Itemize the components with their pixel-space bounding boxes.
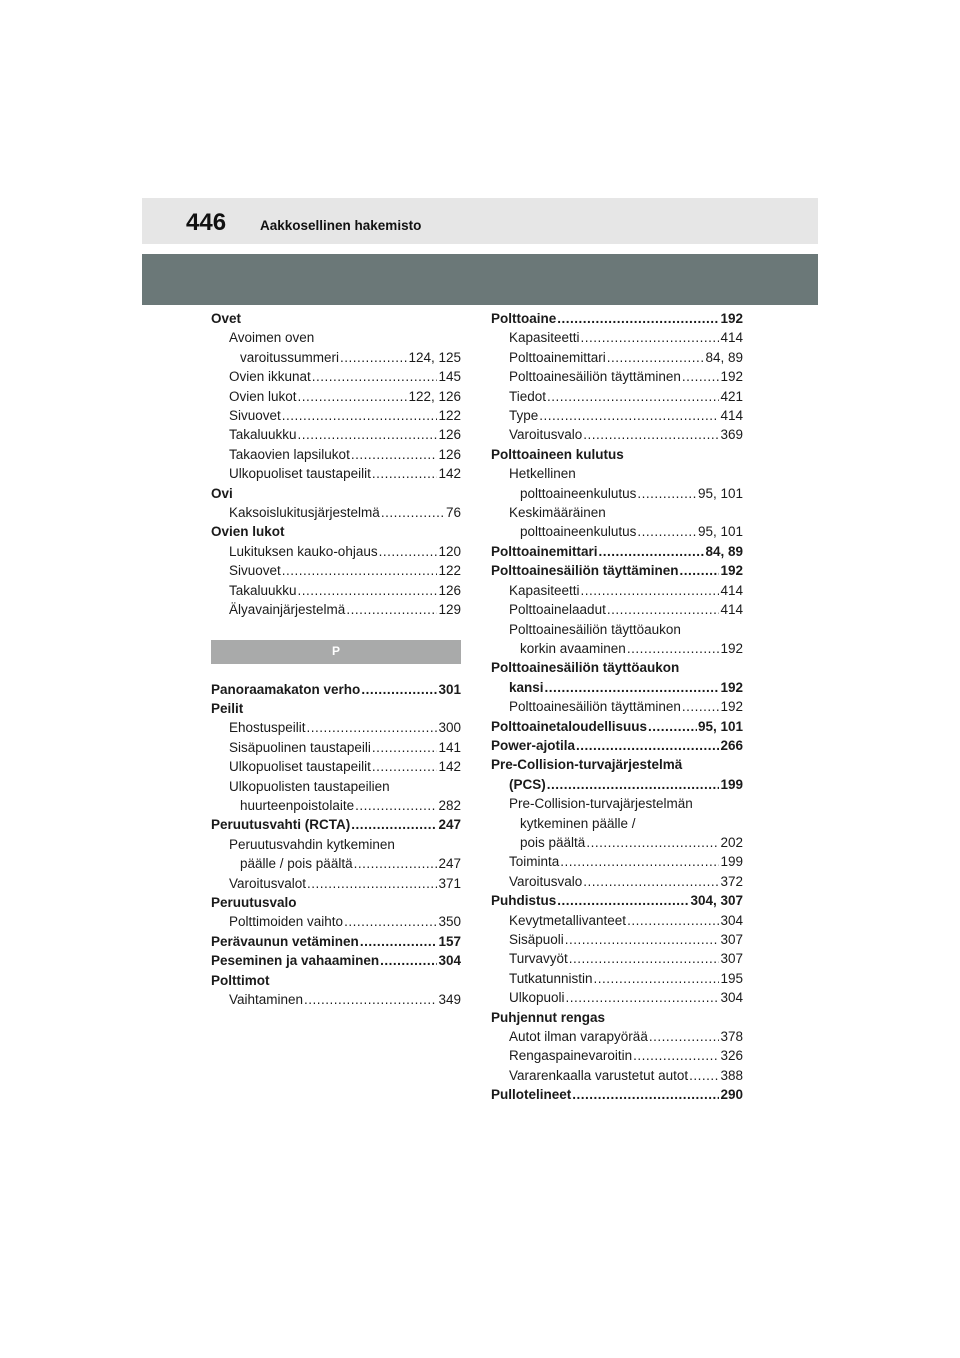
- entry-page-ref: 304: [720, 912, 743, 928]
- index-entry: [211, 990, 461, 1009]
- entry-term: Ulkopuoli: [509, 990, 565, 1006]
- dot-leader: [560, 852, 719, 871]
- entry-term: Polttoainemittari: [509, 349, 606, 365]
- entry-term: Varoitusvalo: [509, 873, 583, 889]
- entry-term: Polttoainesäiliön täyttäminen: [509, 369, 681, 385]
- entry-term: Rengaspainevaroitin: [509, 1048, 633, 1064]
- section-title: Aakkosellinen hakemisto: [260, 218, 422, 233]
- dot-leader: [566, 988, 720, 1007]
- index-entry: [491, 561, 743, 580]
- index-entry: [491, 930, 743, 949]
- entry-term: Polttoainemittari: [491, 543, 598, 559]
- dot-leader: [547, 775, 720, 794]
- entry-page-ref: 304, 307: [690, 893, 743, 909]
- entry-page-ref: 199: [720, 854, 743, 870]
- index-entry: [211, 600, 461, 619]
- entry-page-ref: 95, 101: [697, 718, 743, 734]
- index-entry: [211, 951, 461, 970]
- entry-term: korkin avaaminen: [520, 640, 626, 656]
- index-entry: [211, 757, 461, 776]
- entry-term: Kaksoislukitusjärjestelmä: [229, 505, 380, 521]
- dot-leader: [583, 425, 719, 444]
- index-entry: [491, 1046, 743, 1065]
- entry-term: Autot ilman varapyörää: [509, 1029, 648, 1045]
- index-entry: [211, 874, 461, 893]
- index-subheading: Ulkopuolisten taustapeilien: [229, 778, 390, 794]
- dot-leader: [354, 854, 438, 873]
- index-heading: Polttimot: [211, 972, 270, 988]
- entry-page-ref: 120: [438, 543, 461, 559]
- index-entry: [211, 581, 461, 600]
- index-entry: [211, 445, 461, 464]
- dot-leader: [581, 328, 720, 347]
- dot-leader: [572, 1085, 719, 1104]
- entry-page-ref: 192: [720, 679, 743, 695]
- index-entry: [211, 542, 461, 561]
- entry-page-ref: 307: [720, 932, 743, 947]
- index-entry: [491, 1085, 743, 1104]
- entry-page-ref: 195: [720, 970, 743, 986]
- dot-leader: [361, 680, 437, 699]
- entry-term: Tutkatunnistin: [509, 970, 593, 986]
- dot-leader: [557, 891, 689, 910]
- index-entry: [491, 522, 743, 541]
- index-entry: [211, 348, 461, 367]
- entry-page-ref: 282: [438, 797, 461, 813]
- index-column-right: [491, 309, 743, 1105]
- entry-page-ref: 142: [438, 759, 461, 775]
- entry-term: Älyavainjärjestelmä: [229, 602, 346, 618]
- entry-page-ref: 95, 101: [697, 485, 743, 501]
- index-entry: [491, 328, 743, 347]
- dot-leader: [627, 639, 720, 658]
- dot-leader: [298, 581, 438, 600]
- header-bar: [142, 254, 818, 305]
- entry-page-ref: 307: [720, 951, 743, 967]
- dot-leader: [607, 348, 705, 367]
- index-entry: [211, 387, 461, 406]
- index-heading: Puhjennut rengas: [491, 1009, 606, 1025]
- index-entry: [491, 736, 743, 755]
- dot-leader: [682, 367, 720, 386]
- index-entry: [211, 912, 461, 931]
- entry-page-ref: 126: [438, 582, 461, 598]
- index-entry: [211, 406, 461, 425]
- entry-term: Perävaunun vetäminen: [211, 933, 359, 949]
- index-entry: [491, 911, 743, 930]
- dot-leader: [627, 911, 719, 930]
- dot-leader: [649, 1027, 720, 1046]
- dot-leader: [340, 348, 407, 367]
- index-heading: Ovien lukot: [211, 524, 285, 540]
- index-entry: [491, 348, 743, 367]
- index-entry: [211, 561, 461, 580]
- index-entry: [491, 678, 743, 697]
- index-heading: Ovet: [211, 311, 242, 326]
- header-band: [142, 198, 818, 244]
- entry-page-ref: 300: [438, 720, 461, 736]
- index-entry: [491, 949, 743, 968]
- entry-page-ref: 372: [720, 873, 743, 889]
- dot-leader: [576, 736, 719, 755]
- entry-page-ref: 414: [720, 602, 743, 618]
- entry-page-ref: 266: [720, 737, 743, 753]
- dot-leader: [637, 484, 697, 503]
- entry-term: (PCS): [509, 776, 546, 792]
- entry-page-ref: 84, 89: [705, 349, 743, 365]
- index-entry: [491, 872, 743, 891]
- index-entry: [211, 464, 461, 483]
- dot-leader: [594, 969, 720, 988]
- entry-term: Takaluukku: [229, 427, 297, 443]
- entry-term: Polttoainesäiliön täyttäminen: [491, 563, 679, 579]
- dot-leader: [607, 600, 720, 619]
- entry-page-ref: 378: [720, 1029, 743, 1045]
- entry-page-ref: 122, 126: [408, 388, 461, 404]
- dot-leader: [346, 600, 437, 619]
- entry-page-ref: 192: [720, 640, 743, 656]
- index-heading: Ovi: [211, 485, 233, 501]
- dot-leader: [381, 503, 445, 522]
- index-entry: [491, 600, 743, 619]
- dot-leader: [298, 387, 408, 406]
- index-entry: [491, 367, 743, 386]
- entry-term: polttoaineenkulutus: [520, 524, 637, 540]
- index-block-p: [211, 680, 461, 1010]
- entry-page-ref: 141: [438, 739, 461, 755]
- index-entry: [211, 815, 461, 834]
- index-entry: [491, 639, 743, 658]
- index-heading: Pre-Collision-turvajärjestelmä: [491, 757, 683, 773]
- index-block-o: [211, 309, 461, 620]
- letter-heading-p: P: [211, 640, 461, 664]
- entry-term: Takaovien lapsilukot: [229, 446, 350, 462]
- entry-term: Ulkopuoliset taustapeilit: [229, 466, 371, 482]
- entry-page-ref: 95, 101: [697, 524, 743, 540]
- index-entry: [491, 309, 743, 328]
- entry-page-ref: 129: [438, 602, 461, 618]
- entry-page-ref: 126: [438, 446, 461, 462]
- index-entry: [211, 425, 461, 444]
- entry-term: Varoitusvalo: [509, 427, 583, 443]
- entry-page-ref: 124, 125: [408, 349, 461, 365]
- entry-term: kansi: [509, 679, 544, 695]
- entry-term: Kapasiteetti: [509, 330, 580, 346]
- index-entry: [211, 367, 461, 386]
- index-entry: [491, 969, 743, 988]
- dot-leader: [380, 951, 437, 970]
- entry-term: Pullotelineet: [491, 1087, 572, 1103]
- index-subheading: Keskimääräinen: [509, 505, 606, 521]
- entry-term: Power-ajotila: [491, 737, 576, 753]
- entry-term: päälle / pois päältä: [240, 856, 353, 872]
- index-subheading: kytkeminen päälle /: [520, 815, 636, 831]
- index-entry: [491, 852, 743, 871]
- entry-page-ref: 202: [720, 834, 743, 850]
- index-subheading: Avoimen oven: [229, 330, 315, 346]
- entry-term: Ulkopuoliset taustapeilit: [229, 759, 371, 775]
- entry-page-ref: 301: [438, 681, 461, 697]
- entry-page-ref: 290: [720, 1087, 743, 1103]
- index-entry: [491, 988, 743, 1007]
- entry-page-ref: 414: [720, 582, 743, 598]
- entry-term: Sivuovet: [229, 408, 281, 424]
- entry-page-ref: 421: [720, 388, 743, 404]
- entry-term: varoitussummeri: [240, 349, 340, 365]
- entry-page-ref: 350: [438, 914, 461, 930]
- entry-term: Takaluukku: [229, 582, 297, 598]
- dot-leader: [633, 1046, 719, 1065]
- dot-leader: [648, 717, 697, 736]
- dot-leader: [282, 406, 438, 425]
- entry-term: Puhdistus: [491, 893, 557, 909]
- dot-leader: [360, 932, 438, 951]
- dot-leader: [344, 912, 437, 931]
- dot-leader: [379, 542, 438, 561]
- dot-leader: [312, 367, 438, 386]
- entry-term: Sivuovet: [229, 563, 281, 579]
- entry-term: Toiminta: [509, 854, 560, 870]
- entry-page-ref: 349: [438, 992, 461, 1007]
- dot-leader: [545, 678, 720, 697]
- index-entry: [211, 854, 461, 873]
- entry-page-ref: 122: [438, 563, 461, 579]
- entry-term: Sisäpuolinen taustapeili: [229, 739, 371, 755]
- entry-term: Vaihtaminen: [229, 992, 304, 1007]
- index-subheading: Polttoainesäiliön täyttöaukon: [509, 621, 681, 637]
- entry-page-ref: 371: [438, 875, 461, 891]
- entry-page-ref: 304: [438, 953, 461, 969]
- entry-term: Vararenkaalla varustetut autot: [509, 1067, 689, 1083]
- entry-page-ref: 192: [720, 369, 743, 385]
- entry-page-ref: 304: [720, 990, 743, 1006]
- entry-page-ref: 326: [720, 1048, 743, 1064]
- index-entry: [491, 717, 743, 736]
- index-entry: [491, 425, 743, 444]
- entry-page-ref: 247: [438, 817, 461, 833]
- dot-leader: [307, 874, 437, 893]
- entry-term: pois päältä: [520, 834, 586, 850]
- dot-leader: [680, 561, 720, 580]
- entry-page-ref: 192: [720, 563, 743, 579]
- entry-page-ref: 388: [720, 1067, 743, 1083]
- index-subheading: Hetkellinen: [509, 466, 576, 482]
- dot-leader: [304, 990, 437, 1009]
- dot-leader: [372, 464, 438, 483]
- dot-leader: [351, 815, 437, 834]
- entry-page-ref: 157: [438, 933, 461, 949]
- index-entry: [491, 581, 743, 600]
- entry-page-ref: 414: [720, 408, 743, 424]
- entry-term: Peseminen ja vahaaminen: [211, 953, 380, 969]
- index-block-p-continued: [491, 309, 743, 1105]
- index-entry: [491, 387, 743, 406]
- dot-leader: [539, 406, 719, 425]
- entry-page-ref: 192: [720, 311, 743, 326]
- dot-leader: [565, 930, 720, 949]
- entry-term: Polttimoiden vaihto: [229, 914, 344, 930]
- entry-page-ref: 199: [720, 776, 743, 792]
- dot-leader: [557, 309, 719, 328]
- entry-term: Panoraamakaton verho: [211, 681, 361, 697]
- entry-term: huurteenpoistolaite: [240, 797, 355, 813]
- dot-leader: [583, 872, 719, 891]
- entry-term: Polttoainesäiliön täyttäminen: [509, 699, 681, 715]
- entry-term: Varoitusvalot: [229, 875, 307, 891]
- entry-page-ref: 369: [720, 427, 743, 443]
- index-entry: [491, 484, 743, 503]
- index-heading: Peilit: [211, 700, 244, 716]
- entry-page-ref: 414: [720, 330, 743, 346]
- index-entry: [491, 891, 743, 910]
- index-entry: [491, 833, 743, 852]
- entry-term: Sisäpuoli: [509, 932, 564, 947]
- index-entry: [491, 775, 743, 794]
- index-entry: [211, 503, 461, 522]
- entry-term: Kevytmetallivanteet: [509, 912, 627, 928]
- entry-term: Type: [509, 408, 539, 424]
- entry-page-ref: 145: [438, 369, 461, 385]
- dot-leader: [599, 542, 705, 561]
- index-entry: [211, 738, 461, 757]
- entry-term: Polttoainetaloudellisuus: [491, 718, 648, 734]
- index-entry: [211, 932, 461, 951]
- entry-page-ref: 192: [720, 699, 743, 715]
- page-number: 446: [186, 209, 227, 236]
- entry-page-ref: 122: [438, 408, 461, 424]
- dot-leader: [569, 949, 720, 968]
- entry-term: Ovien ikkunat: [229, 369, 311, 385]
- entry-page-ref: 84, 89: [705, 543, 743, 559]
- index-entry: [491, 1066, 743, 1085]
- index-entry: [491, 1027, 743, 1046]
- index-column-left: [211, 309, 461, 1009]
- entry-term: Ehostuspeilit: [229, 720, 306, 736]
- index-entry: [211, 680, 461, 699]
- index-subheading: Pre-Collision-turvajärjestelmän: [509, 796, 693, 812]
- dot-leader: [307, 718, 438, 737]
- dot-leader: [372, 738, 438, 757]
- index-heading: Peruutusvalo: [211, 894, 297, 910]
- index-entry: [211, 796, 461, 815]
- entry-term: Ovien lukot: [229, 388, 297, 404]
- index-entry: [491, 406, 743, 425]
- entry-term: Turvavyöt: [509, 951, 568, 967]
- dot-leader: [355, 796, 437, 815]
- entry-term: polttoaineenkulutus: [520, 485, 637, 501]
- entry-page-ref: 247: [438, 856, 461, 872]
- index-subheading: Peruutusvahdin kytkeminen: [229, 836, 395, 852]
- dot-leader: [282, 561, 438, 580]
- dot-leader: [351, 445, 438, 464]
- index-heading: Polttoaineen kulutus: [491, 446, 624, 462]
- entry-term: Peruutusvahti (RCTA): [211, 817, 351, 833]
- entry-page-ref: 142: [438, 466, 461, 482]
- dot-leader: [581, 581, 720, 600]
- index-entry: [211, 718, 461, 737]
- index-entry: [491, 697, 743, 716]
- dot-leader: [637, 522, 697, 541]
- entry-page-ref: 76: [445, 505, 461, 521]
- dot-leader: [682, 697, 720, 716]
- entry-term: Lukituksen kauko-ohjaus: [229, 543, 378, 559]
- entry-term: Polttoainelaadut: [509, 602, 606, 618]
- dot-leader: [547, 387, 719, 406]
- entry-term: Polttoaine: [491, 311, 557, 326]
- entry-term: Kapasiteetti: [509, 582, 580, 598]
- entry-page-ref: 126: [438, 427, 461, 443]
- dot-leader: [689, 1066, 719, 1085]
- dot-leader: [586, 833, 719, 852]
- index-heading: Polttoainesäiliön täyttöaukon: [491, 660, 680, 676]
- dot-leader: [372, 757, 438, 776]
- entry-term: Tiedot: [509, 388, 547, 404]
- index-entry: [491, 542, 743, 561]
- dot-leader: [298, 425, 438, 444]
